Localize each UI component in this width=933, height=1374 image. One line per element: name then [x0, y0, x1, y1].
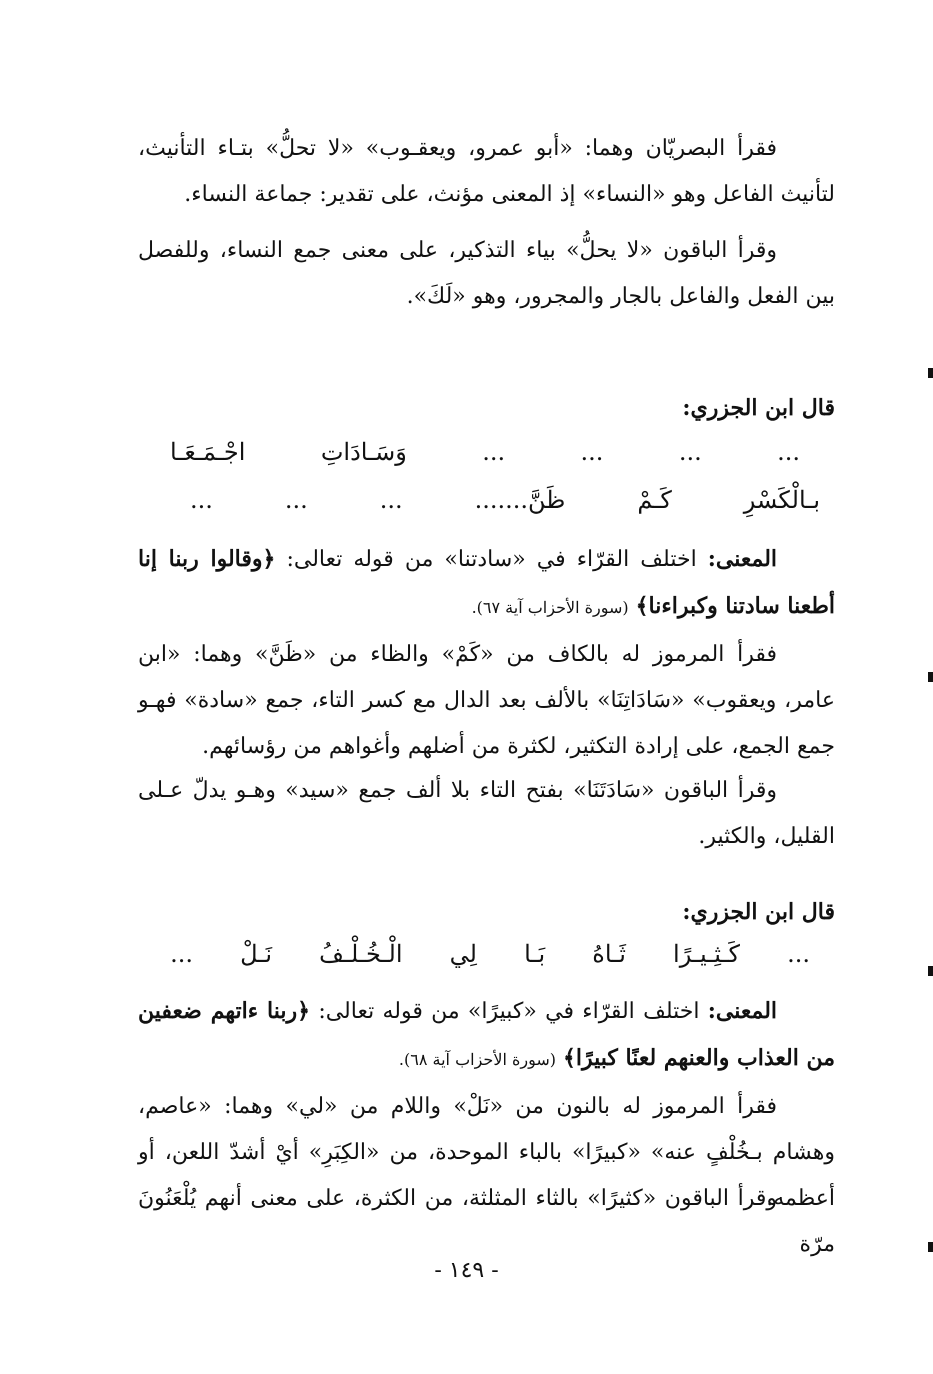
scan-edge-mark	[928, 966, 933, 976]
verse-word: ...	[190, 486, 213, 514]
verse-word: ...	[580, 438, 604, 466]
paragraph-baqun-3	[138, 1176, 835, 1268]
meaning-section-2	[138, 988, 835, 1083]
paragraph-text: وقرأ الباقون «كثيرًا» بالثاء المثلثة، من الكثرة، على معنى أنهم يُلْعَنُونَ مرّة	[138, 1186, 835, 1257]
meaning-text	[138, 988, 835, 1083]
quran-ayah: ﴿ربنا ءاتهم ضعفين من العذاب والعنهم لعنًا كبيرًا﴾	[138, 998, 835, 1071]
paragraph-text: فقرأ البصريّان وهما: «أبو عمرو، ويعقـوب» «لا تحلُّ» بتـاء التأنيث، لتأنيث الفاعل وهو «النساء» إذ المعنى مؤنث، على تقدير: جماعة النساء.	[138, 136, 835, 207]
verse-word: لِي	[449, 940, 477, 968]
verse-1-line-2	[190, 478, 820, 522]
verse-word: الْـخُـلْـفُ	[319, 940, 403, 968]
meaning-text	[138, 536, 835, 631]
quran-ayah: ﴿وقالوا ربنا إنا أطعنا سادتنا وكبراءنا﴾	[138, 546, 835, 619]
verse-word: اجْـمَـعَـا	[170, 438, 246, 466]
meaning-label: المعنى:	[707, 998, 778, 1024]
verse-word: ...	[379, 486, 403, 514]
paragraph-text: فقرأ المرموز له بالكاف من «كَمْ» والظاء من «ظَنَّ» وهما: «ابن عامر، ويعقوب» «سَادَاتِنَا» بالألف بعد الدال مع كسر التاء، جمع «سادة» فهـو جمع الجمع، على إرادة التكثير، لكثرة من أضلهم وأغواهم من رؤسائهم.	[138, 642, 835, 759]
section-heading-1: قال ابن الجزري:	[682, 395, 835, 421]
verse-word: ظَنَّ.......	[474, 486, 566, 514]
scan-edge-mark	[928, 672, 933, 682]
verse-word: وَسَـادَاتِ	[320, 438, 407, 466]
meaning-body: اختلف القرّاء في «سادتنا» من قوله تعالى:	[286, 547, 697, 572]
verse-2-line-1	[170, 932, 810, 976]
paragraph-text: وقرأ الباقون «لا يحلُّ» بياء التذكير، على معنى جمع النساء، وللفصل بين الفعل والفاعل بالجار والمجرور، وهو «لَكَ».	[138, 238, 835, 309]
verse-1-line-1	[170, 430, 800, 474]
verse-word: ...	[678, 438, 702, 466]
section-heading-2: قال ابن الجزري:	[682, 899, 835, 925]
verse-word: ...	[787, 940, 810, 968]
meaning-section-1	[138, 536, 835, 631]
verse-word: ...	[170, 940, 193, 968]
scan-edge-mark	[928, 1242, 933, 1252]
verse-word: بـالْكَسْرِ	[743, 486, 820, 514]
verse-word: ...	[777, 438, 800, 466]
verse-word: ...	[482, 438, 506, 466]
verse-word: بَـا	[524, 940, 546, 968]
verse-word: ثَـاهُ	[592, 940, 626, 968]
paragraph-baqun-2	[138, 768, 835, 860]
paragraph-text: فقرأ المرموز له بالنون من «نَلْ» واللام من «لي» وهما: «عاصم، وهشام بـخُلْفٍ عنه» «كبيرًا» بالباء الموحدة، من «الكِبَرِ» أيْ أشدّ اللعن، أو أعظمه.	[138, 1094, 835, 1211]
paragraph-text: وقرأ الباقون «سَادَتَنَا» بفتح التاء بلا ألف جمع «سيد» وهـو يدلّ عـلى القليل، والكثير.	[138, 778, 835, 849]
verse-word: كَـثِـيـرًا	[673, 940, 740, 968]
verse-word: ...	[284, 486, 308, 514]
verse-word: نَـلْ	[240, 940, 273, 968]
scan-edge-mark	[928, 368, 933, 378]
meaning-body: اختلف القرّاء في «كبيرًا» من قوله تعالى:	[318, 999, 700, 1024]
paragraph-marmuz-1	[138, 632, 835, 770]
ayah-source: (سورة الأحزاب آية ٦٨).	[398, 1050, 556, 1069]
paragraph-basriyan	[138, 126, 835, 218]
meaning-label: المعنى:	[707, 546, 778, 572]
verse-word: كَـمْ	[637, 486, 672, 514]
ayah-source: (سورة الأحزاب آية ٦٧).	[471, 598, 629, 617]
page-number: - ١٤٩ -	[434, 1258, 499, 1283]
paragraph-baqun-1	[138, 228, 835, 320]
